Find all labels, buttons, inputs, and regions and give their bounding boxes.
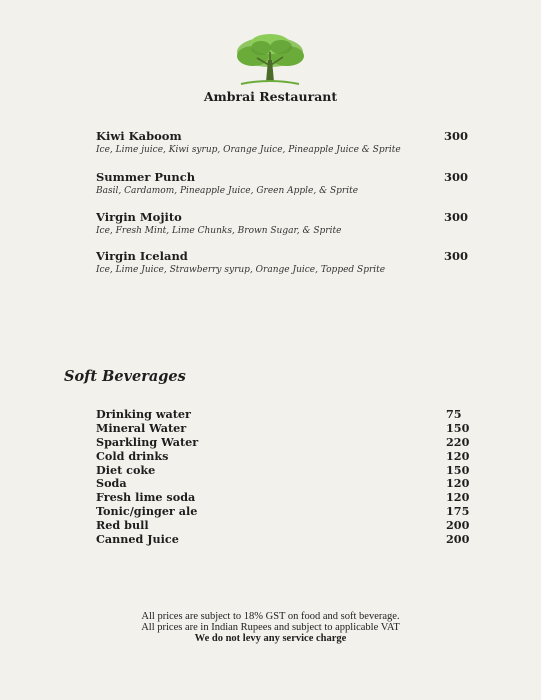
item-name: Virgin Mojito [96,210,182,224]
soft-beverages-list [96,408,468,547]
item-name: Virgin Iceland [96,249,188,263]
menu-item-virgin-mojito [96,210,468,237]
beverage-name: Drinking water [96,407,191,421]
list-item [96,464,468,478]
list-item [96,505,468,519]
menu-item-kiwi-kaboom [96,129,468,156]
beverage-price: 220 [446,434,470,449]
item-description: Ice, Lime Juice, Strawberry syrup, Orange Juice, Topped Sprite [96,265,386,275]
beverage-name: Sparkling Water [96,434,199,449]
beverage-name: Soda [96,476,127,491]
menu-item-summer-punch [96,170,468,197]
list-item [96,477,468,491]
item-name: Kiwi Kaboom [96,129,182,143]
beverage-price: 120 [446,476,470,491]
footer-notes [0,612,541,644]
beverage-name: Diet coke [96,462,156,477]
item-description: Ice, Lime juice, Kiwi syrup, Orange Juice, Pineapple Juice & Sprite [96,145,401,155]
item-price: 300 [443,170,468,184]
beverage-price: 200 [446,518,470,533]
beverage-name: Mineral Water [96,420,187,435]
item-description: Basil, Cardamom, Pineapple Juice, Green Apple, & Sprite [96,186,359,196]
beverage-price: 120 [446,448,470,463]
beverage-name: Canned Juice [96,532,179,547]
beverage-name: Fresh lime soda [96,490,196,505]
section-title-soft-beverages: Soft Beverages [64,368,186,385]
beverage-price: 75 [446,407,462,421]
beverage-name: Red bull [96,518,149,533]
list-item [96,519,468,533]
beverage-price: 150 [446,462,470,477]
list-item [96,450,468,464]
beverage-price: 200 [446,532,470,547]
item-price: 300 [443,249,468,263]
item-price: 300 [443,210,468,224]
beverage-price: 175 [446,504,470,519]
item-price: 300 [443,129,468,143]
beverage-name: Tonic/ginger ale [96,504,198,519]
item-name: Summer Punch [96,170,196,184]
restaurant-name: Ambrai Restaurant [203,89,338,104]
list-item [96,533,468,547]
footer-gst-note: All prices are subject to 18% GST on food and soft beverage. [141,611,400,622]
beverage-price: 120 [446,490,470,505]
footer-vat-note: All prices are in Indian Rupees and subject to applicable VAT [141,621,400,633]
tree-icon [233,32,307,88]
beverage-name: Cold drinks [96,448,169,463]
list-item [96,436,468,450]
menu-item-virgin-iceland [96,249,468,276]
footer-service-charge-note: We do not levy any service charge [194,632,347,644]
beverage-price: 150 [446,420,470,435]
list-item [96,422,468,436]
list-item [96,491,468,505]
list-item [96,408,468,422]
item-description: Ice, Fresh Mint, Lime Chunks, Brown Sugar, & Sprite [96,226,342,236]
